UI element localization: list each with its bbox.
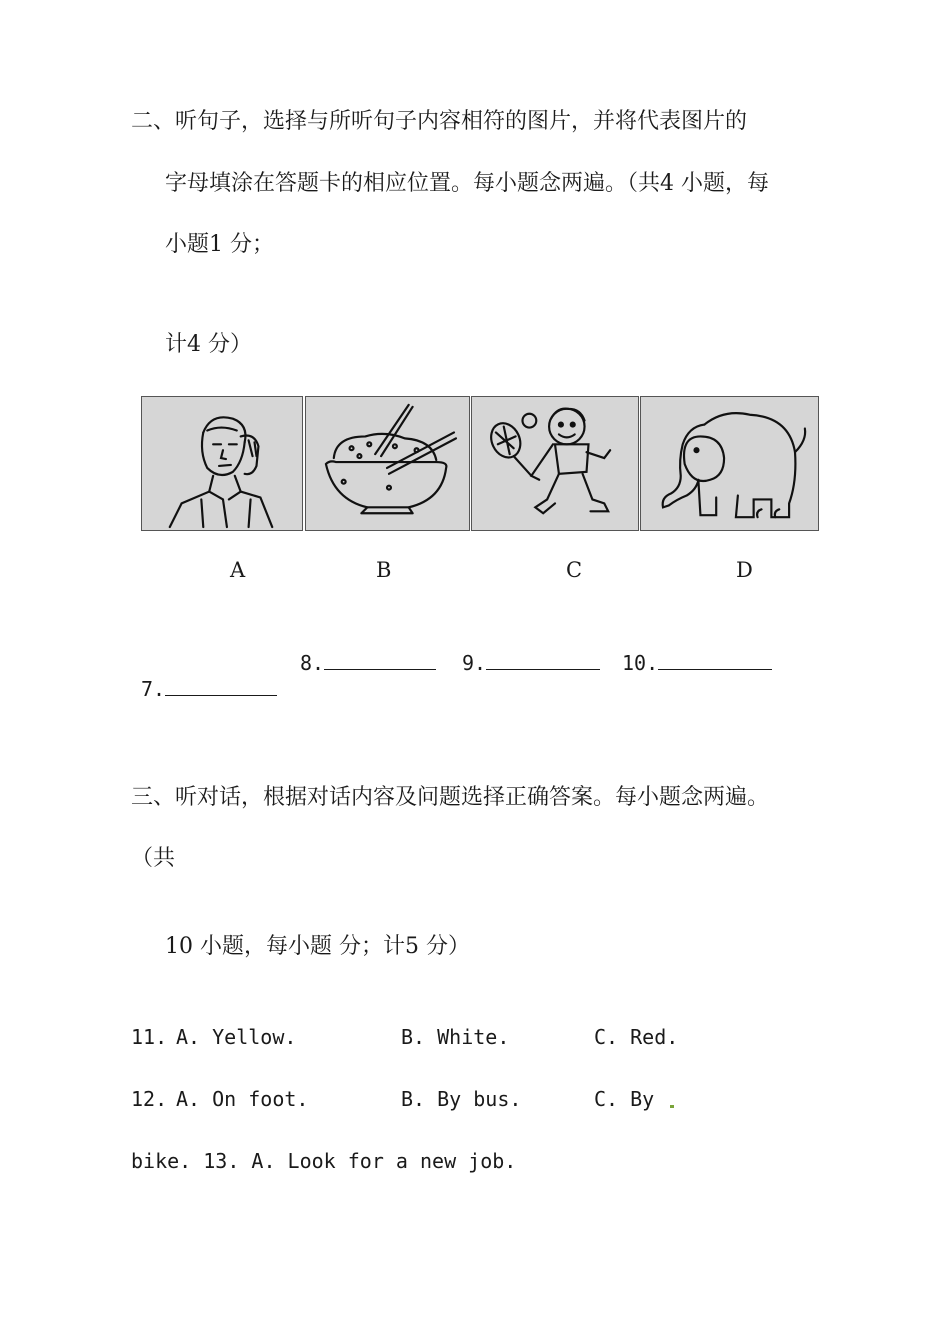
- picture-strip: [141, 396, 819, 531]
- answer-blank[interactable]: [324, 647, 436, 670]
- question-12-number: 12.: [131, 1087, 168, 1111]
- picture-b: [305, 396, 470, 531]
- picture-label-c: C: [566, 558, 583, 582]
- question-11-option-a[interactable]: A. Yellow.: [176, 1025, 297, 1049]
- question-12-option-c[interactable]: C. By: [594, 1087, 655, 1111]
- answer-slot-8: [300, 647, 436, 677]
- section3-instruction-line2: （共: [131, 846, 176, 871]
- answer-blank[interactable]: [486, 647, 600, 670]
- question-12-13-continuation: bike. 13. A. Look for a new job.: [131, 1149, 517, 1173]
- question-11-option-c[interactable]: C. Red.: [594, 1025, 679, 1049]
- answer-number: 8.: [300, 651, 325, 675]
- picture-label-a: A: [230, 558, 246, 582]
- question-12-option-a[interactable]: A. On foot.: [176, 1087, 309, 1111]
- picture-d: [640, 396, 819, 531]
- section3-instruction-line3: 10 小题，每小题 分；计5 分）: [165, 934, 470, 959]
- answer-slot-10: [622, 647, 772, 677]
- picture-label-d: D: [736, 558, 753, 582]
- rice-bowl-chopsticks-icon: [306, 397, 469, 530]
- question-11-number: 11.: [131, 1025, 168, 1049]
- stray-mark: [670, 1105, 674, 1108]
- section2-instruction-line1: 二、听句子，选择与所听句子内容相符的图片，并将代表图片的: [131, 109, 748, 134]
- question-12-option-b[interactable]: B. By bus.: [401, 1087, 522, 1111]
- answer-number: 10.: [622, 651, 659, 675]
- boy-tennis-icon: [472, 397, 638, 530]
- elephant-icon: [641, 397, 818, 530]
- picture-label-b: B: [376, 558, 392, 582]
- answer-blank[interactable]: [658, 647, 772, 670]
- answer-slot-9: [462, 647, 600, 677]
- man-thinking-icon: [142, 397, 302, 530]
- section2-instruction-line2: 字母填涂在答题卡的相应位置。每小题念两遍。（共4 小题，每: [165, 171, 769, 196]
- answer-number: 7.: [141, 677, 166, 701]
- section2-instruction-line4: 计4 分）: [165, 332, 252, 357]
- answer-slot-7: [141, 673, 277, 703]
- answer-number: 9.: [462, 651, 487, 675]
- answer-blank[interactable]: [165, 673, 277, 696]
- question-11-option-b[interactable]: B. White.: [401, 1025, 510, 1049]
- picture-a: [141, 396, 303, 531]
- section3-instruction-line1: 三、听对话，根据对话内容及问题选择正确答案。每小题念两遍。: [131, 785, 770, 810]
- section2-instruction-line3: 小题1 分；: [165, 232, 274, 257]
- picture-c: [471, 396, 639, 531]
